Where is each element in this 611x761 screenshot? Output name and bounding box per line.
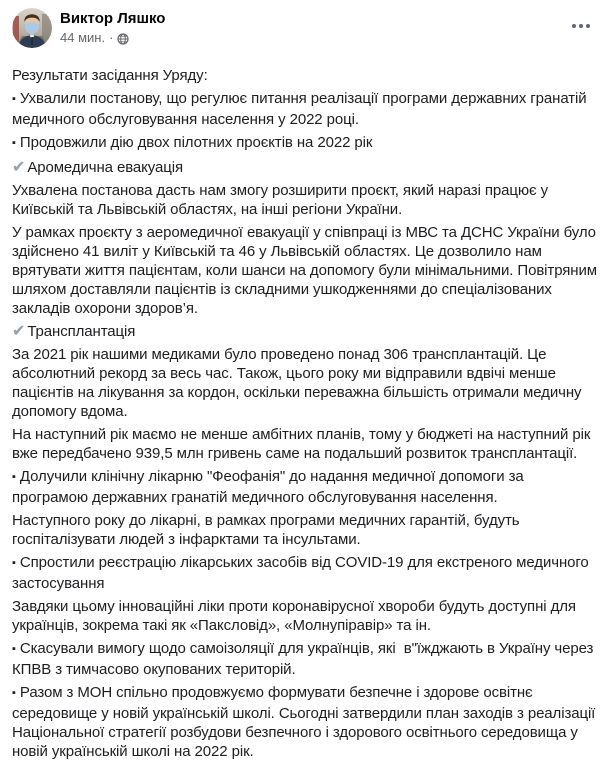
post-paragraph: У рамках проєкту з аеромедичної евакуації у співпраці із МВС та ДСНС України було здійснено 41 виліт у Київській та 46 у Львівській областях. Це дозволило нам врятувати життя пацієнтам, коли шанси на допомогу були мінімальними. Повітряним шляхом доставляли пацієнтів із складними ушкодженнями до спеціалізованих закладів охорони здоров’я. (12, 224, 602, 317)
post-paragraph: ▪ Скасували вимогу щодо самоізоляції для українців, які в"їжджають в Україну через КПВВ з тимчасово окупованих територій. (12, 640, 598, 678)
timestamp[interactable]: 44 мин. (60, 30, 106, 45)
post-paragraph: Ухвалена постанова дасть нам змогу розширити проєкт, який наразі працює у Київській та Львівській областях, на інші регіони України. (12, 182, 553, 218)
check-icon: ✔ (12, 323, 26, 340)
ellipsis-icon (579, 24, 583, 28)
post-paragraph: На наступний рік маємо не менше амбітних планів, тому у бюджеті на наступний рік вже передбачено 939,5 млн гривень саме на подальший розвиток трансплантації. (12, 426, 595, 462)
post-paragraph: Наступного року до лікарні, в рамках програми медичних гарантій, будуть госпіталізувати людей з інфарктами та інсультами. (12, 512, 524, 548)
post-paragraph: ▪ Ухвалили постанову, що регулює питання реалізації програми державних гранатій медичного обслуговування населення у 2022 році. (12, 90, 591, 128)
header-text (60, 9, 165, 46)
post-paragraph: ▪ Разом з МОН спільно продовжуємо формувати безпечне і здорове освітнє середовище у новій українській школі. Сьогодні затвердили план заходів з реалізації Національної стратегії розбудови безпечного і здорового освітнього середовища у новій українській школі на 2022 рік. (12, 684, 600, 760)
post-paragraph: ✔ Аромедична евакуація (12, 159, 184, 176)
square-bullet-icon: ▪ (12, 137, 16, 149)
square-bullet-icon: ▪ (12, 687, 16, 699)
post-paragraph: За 2021 рік нашими медиками було проведено понад 306 трансплантацій. Це абсолютний рекорд за весь час. Також, цього року ми відправили вдвічі менше пацієнтів на лікування за кордон, оскільки переважна більшість отримали медичну допомогу вдома. (12, 346, 586, 420)
ellipsis-icon (572, 24, 576, 28)
post-meta (60, 29, 165, 46)
post-paragraph: Результати засідання Уряду: (12, 67, 208, 84)
post-paragraph: Завдяки цьому інноваційні ліки проти коронавірусної хвороби будуть доступні для українців, зокрема такі як «Паксловід», «Молнупіравір» та ін. (12, 598, 580, 634)
post-body (0, 56, 611, 761)
post-header (0, 0, 611, 56)
ellipsis-icon (586, 24, 590, 28)
globe-icon (117, 32, 129, 44)
square-bullet-icon: ▪ (12, 643, 16, 655)
post-paragraph: ▪ Долучили клінічну лікарню "Феофанія" до надання медичної допомоги за програмою державних гранатій медичного обслуговування населення. (12, 468, 528, 506)
check-icon: ✔ (12, 159, 26, 176)
post-menu-button[interactable] (567, 16, 595, 36)
avatar[interactable] (12, 8, 52, 48)
square-bullet-icon: ▪ (12, 557, 16, 569)
meta-separator: · (109, 30, 114, 45)
author-name[interactable]: Виктор Ляшко (60, 10, 166, 27)
post-paragraph: ✔ Трансплантація (12, 323, 136, 340)
square-bullet-icon: ▪ (12, 93, 16, 105)
square-bullet-icon: ▪ (12, 471, 16, 483)
avatar-photo (12, 8, 52, 48)
post-paragraph: ▪ Спростили реєстрацію лікарських засобів від COVID-19 для екстреного медичного застосування (12, 554, 593, 592)
post-paragraph: ▪ Продовжили дію двох пілотних проєктів на 2022 рік (12, 134, 373, 151)
